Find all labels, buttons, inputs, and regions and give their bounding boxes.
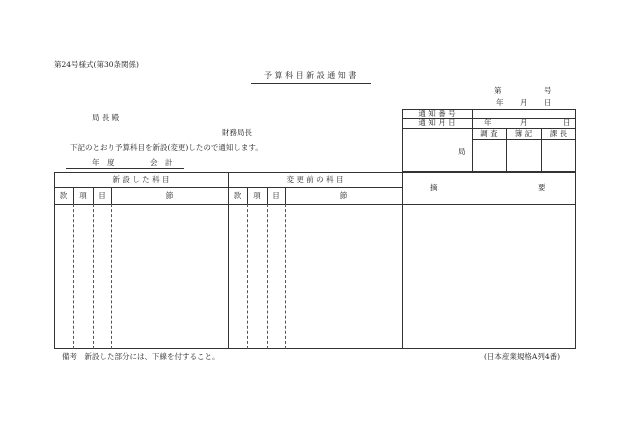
- form-title: 予 算 科 目 新 設 通 知 書: [264, 71, 357, 80]
- notice-date-day: 日: [563, 118, 571, 127]
- stamp-header-line: [472, 139, 576, 140]
- notice-date-month: 月: [520, 118, 528, 127]
- stamp-header-chousa: 調 査: [480, 128, 498, 138]
- old-setsu-div: [285, 204, 286, 349]
- remarks-header-you: 要: [538, 183, 546, 192]
- notice-box-divider: [472, 109, 473, 172]
- date-month-label: 月: [520, 98, 528, 107]
- date-day-label: 日: [544, 98, 552, 107]
- old-kou-div: [247, 204, 248, 349]
- kyoku-label: 局: [458, 147, 466, 156]
- old-moku-div: [267, 204, 268, 349]
- new-setsu-div: [111, 204, 112, 349]
- addressee: 局 長 殿: [92, 113, 120, 122]
- notice-date-label: 通 知 月 日: [418, 118, 456, 128]
- stamp-header-boki: 簿 記: [514, 128, 533, 138]
- new-subjects-header: 新 設 し た 科 目: [112, 174, 170, 184]
- table-div-old-remarks: [402, 172, 403, 349]
- new-kou-div: [73, 204, 74, 349]
- footer-note: 備考 新設した部分には、下線を付すること。: [62, 352, 220, 361]
- notice-number-label: 通 知 番 号: [418, 108, 456, 118]
- form-number: 第24号様式(第30条関係): [54, 60, 139, 69]
- sender: 財務局長: [222, 128, 252, 137]
- dai-label: 第: [494, 86, 502, 95]
- old-kou-header: 項: [253, 190, 261, 200]
- fiscal-kaikei: 会 計: [150, 158, 173, 167]
- new-moku-div: [93, 204, 94, 349]
- stamp-header-kachou: 課 長: [549, 128, 568, 138]
- fiscal-nendo: 年 度: [92, 158, 115, 167]
- old-subjects-header: 変 更 前 の 科 目: [286, 174, 344, 184]
- old-kan-header: 款: [233, 190, 242, 200]
- title-underline: [251, 83, 371, 84]
- date-year-label: 年: [496, 98, 504, 107]
- footer-standard: (日本産業規格A列4番): [484, 352, 561, 361]
- message: 下記のとおり予算科目を新設(変更)したので通知します。: [70, 143, 263, 152]
- new-kan-header: 款: [59, 190, 68, 200]
- new-moku-header: 目: [98, 190, 106, 200]
- notice-date-year: 年: [484, 118, 492, 127]
- old-moku-header: 目: [272, 190, 280, 200]
- new-setsu-header: 節: [165, 190, 174, 200]
- fiscal-underline: [66, 168, 184, 169]
- new-kou-header: 項: [79, 190, 87, 200]
- old-setsu-header: 節: [339, 190, 348, 200]
- go-label: 号: [544, 86, 552, 95]
- remarks-header-teki: 摘: [430, 183, 438, 192]
- table-header-line2: [54, 204, 576, 205]
